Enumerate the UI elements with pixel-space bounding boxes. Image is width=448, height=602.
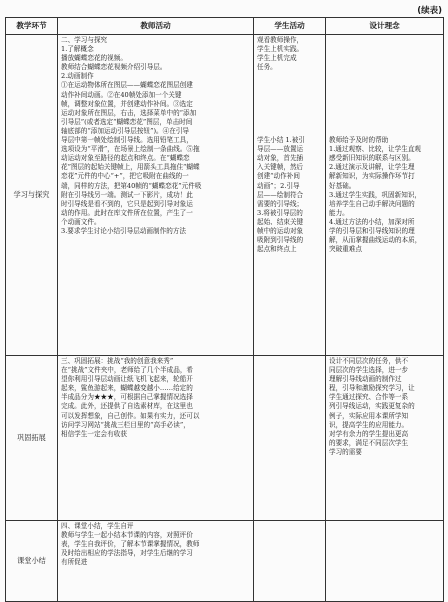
text-line: 学生通过探究、合作等一系 <box>329 393 409 402</box>
text-line: 完成。此外，还提供了自选素材库，在这里也 <box>61 402 193 411</box>
text-line: 吸附到引导线的 <box>257 236 304 245</box>
text-line <box>257 109 322 118</box>
text-line: 帧，调整对象位置，并创建动作补间。③选定 <box>61 99 193 108</box>
text-line: 望你利用引导层动画让纸飞机飞起来，轮船开 <box>61 375 193 384</box>
text-line: 的要求，满足不同层次学生 <box>329 438 409 447</box>
text-line <box>329 54 440 63</box>
teacher-activity-cell <box>58 356 254 521</box>
text-line: 好基础。 <box>329 181 356 190</box>
text-line: 识，提高学生的应用能力。 <box>329 420 409 429</box>
text-line <box>329 36 440 45</box>
text-line: 感受新旧知识的联系与区别。 <box>329 154 415 163</box>
text-line: 教师给予及时的帮助 <box>329 136 389 145</box>
text-line: 播放蝴蝶恋花的视频。 <box>61 54 127 63</box>
teacher-activity-cell <box>58 35 254 356</box>
text-line: 3.要求学生讨论小结引导层动画制作的方法 <box>61 226 186 235</box>
text-line <box>257 100 322 109</box>
text-line: 4.通过方法的小结，加深对所 <box>329 217 415 226</box>
text-line: 程，引导和激励探究学习，让 <box>329 384 415 393</box>
text-line: 学生上机实践。 <box>257 45 304 54</box>
table-row <box>6 521 444 602</box>
text-line <box>329 81 440 90</box>
teacher-activity-cell <box>58 521 254 602</box>
text-line <box>257 91 322 100</box>
student-activity-cell <box>254 521 326 602</box>
text-line: 培养学生自己动手解决问题的 <box>329 199 415 208</box>
text-line: 动运动对象至路径的起点和终点。在“蝴蝶恋 <box>61 154 190 163</box>
table-row <box>6 356 444 521</box>
text-line: 创建“动作补间 <box>257 172 300 181</box>
text-line <box>329 109 440 118</box>
text-line: 恋花”元件的中心“+”，把它吸附在曲线的一 <box>61 172 189 181</box>
text-line: 轴底部的“添加运动引导层按钮”)。④在引导 <box>61 126 190 135</box>
text-line: 3.将被引导层的 <box>257 208 303 217</box>
text-line: 教师与学生一起小结本节课的内容，对照评价 <box>61 531 193 540</box>
text-line <box>329 118 440 127</box>
text-line: 例子，实际应用本课所学知 <box>329 411 409 420</box>
text-line: 附在引导线另一端。测试一下影片，成功！此 <box>61 190 193 199</box>
text-line: 设计不同层次的任务，供不 <box>329 357 409 365</box>
text-line: 时引导线是看不到的，它只是起到引导对象运 <box>61 199 193 208</box>
text-line <box>329 45 440 54</box>
text-line: 端，同样的方法，把第40帧的“蝴蝶恋花”元件吸 <box>61 181 202 190</box>
text-line <box>329 100 440 109</box>
text-line: 学生上机完成 <box>257 54 297 63</box>
text-line: 起始、结束关键 <box>257 217 304 226</box>
text-line <box>329 63 440 72</box>
student-activity-cell <box>254 35 326 356</box>
text-line: 教师结合蝴蝶恋花视频介绍引导层。 <box>61 63 167 72</box>
text-line: 解新知识，为实际操作环节打 <box>329 172 415 181</box>
table-header-row <box>6 18 444 35</box>
text-line: 任务。 <box>257 63 277 72</box>
design-idea-cell <box>326 521 444 602</box>
text-line: 3.通过学生实践，巩固新知识， <box>329 190 422 199</box>
text-line: 入关键帧，然后 <box>257 163 304 172</box>
text-line: 花”图层的起始关键帧上，用箭头工具拖住“蝴蝶 <box>61 163 200 172</box>
text-line: 1.通过观察、比较，让学生直观 <box>329 145 422 154</box>
text-line: 学习的需要 <box>329 447 362 456</box>
text-line: 导层中第一帧处绘制引导线。选用铅笔工具， <box>61 136 193 145</box>
text-line: 2.通过演示及讲解，让学生理 <box>329 163 415 172</box>
text-line: 访问学习网站“挑战三栏目里的“高手必读”， <box>61 420 190 429</box>
text-line: 半成品分为★★★，可根据自己掌握情况选择 <box>61 393 193 402</box>
text-line <box>329 127 440 136</box>
text-line: 起来，鲨鱼游起来，蝴蝶越变越小……给定的 <box>61 384 193 393</box>
text-line: 动作补间动画。②在40帧处添加一个关键 <box>61 90 182 99</box>
design-idea-cell <box>326 35 444 356</box>
text-line: 及时给出相应的学法指导，对学生后继的学习 <box>61 549 193 558</box>
text-line <box>329 72 440 81</box>
design-idea-cell <box>326 356 444 521</box>
text-line: 理解引导线动画的制作过 <box>329 375 402 384</box>
text-line: 需要的引导线； <box>257 199 304 208</box>
text-line: 解，从而掌握曲线运动的本质， <box>329 236 422 245</box>
text-line: 列引导线运动，实践更复杂的 <box>329 402 415 411</box>
lesson-plan-table <box>5 17 444 602</box>
text-line: 选项设为“平滑”，在场景上绘制一条曲线。⑤拖 <box>61 145 200 154</box>
text-line: 四、课堂小结，学生自评 <box>61 522 134 530</box>
text-line: 表，学生自我评价，了解本节课掌握情况，教师 <box>61 540 200 549</box>
text-line: 起点和终点上 <box>257 245 297 254</box>
text-line <box>257 127 322 136</box>
text-line: 有所促进 <box>61 558 88 567</box>
text-line: 动的作用。此时在库文件所在位置，产生了一 <box>61 208 193 217</box>
text-line <box>257 81 322 90</box>
continued-label: (续表) <box>417 6 442 16</box>
text-line: 个动画文件。 <box>61 217 101 226</box>
text-line <box>257 118 322 127</box>
text-line: 层——绘制符合 <box>257 190 304 199</box>
stage-cell: 课堂小结 <box>6 521 58 602</box>
text-line: 能力。 <box>329 208 349 217</box>
text-line: 对学有余力的学生提出更高 <box>329 429 409 438</box>
text-line: 动画”；2.引导 <box>257 181 300 190</box>
student-activity-cell <box>254 356 326 521</box>
text-line: 同层次的学生选择，进一步 <box>329 366 409 375</box>
text-line: 引导层”(或者选定“蝴蝶恋花”图层，单击时间 <box>61 117 193 126</box>
header-student: 学生活动 <box>254 18 326 35</box>
text-line: 二、学习与探究 <box>61 36 108 44</box>
text-line: 1.了解概念 <box>61 45 94 54</box>
text-line: ①在运动物体所在图层——蝴蝶恋花图层创建 <box>61 81 193 90</box>
text-line: 学生小结 1.被引 <box>257 136 305 145</box>
text-line: 突破重难点 <box>329 245 362 254</box>
stage-cell: 学习与探究 <box>6 35 58 356</box>
header-design: 设计理念 <box>326 18 444 35</box>
stage-cell: 巩固拓展 <box>6 356 58 521</box>
text-line <box>329 91 440 100</box>
text-line: 可以发挥想象，自己创作。如果有实力，还可以 <box>61 411 200 420</box>
text-line: 三、巩固拓展：挑战“我的创意我来秀” <box>61 357 174 365</box>
text-line <box>257 72 322 81</box>
table-row <box>6 35 444 356</box>
text-line: 学的引导层和引导线知识的理 <box>329 226 415 235</box>
header-stage: 教学环节 <box>6 18 58 35</box>
text-line: 动对象，首先插 <box>257 154 304 163</box>
text-line: 2.动画制作 <box>61 72 94 81</box>
text-line: 帧中的运动对象 <box>257 226 304 235</box>
text-line: 观看教师操作， <box>257 36 304 44</box>
text-line: 运动对象所在图层，右击，选择菜单中的“添加 <box>61 108 197 117</box>
text-line: 在“挑战”文件夹中，老师给了几个半成品，希 <box>61 366 194 375</box>
header-teacher: 教师活动 <box>58 18 254 35</box>
text-line: 导层——放置运 <box>257 145 304 154</box>
text-line: 相信学生一定会有收获 <box>61 429 127 438</box>
